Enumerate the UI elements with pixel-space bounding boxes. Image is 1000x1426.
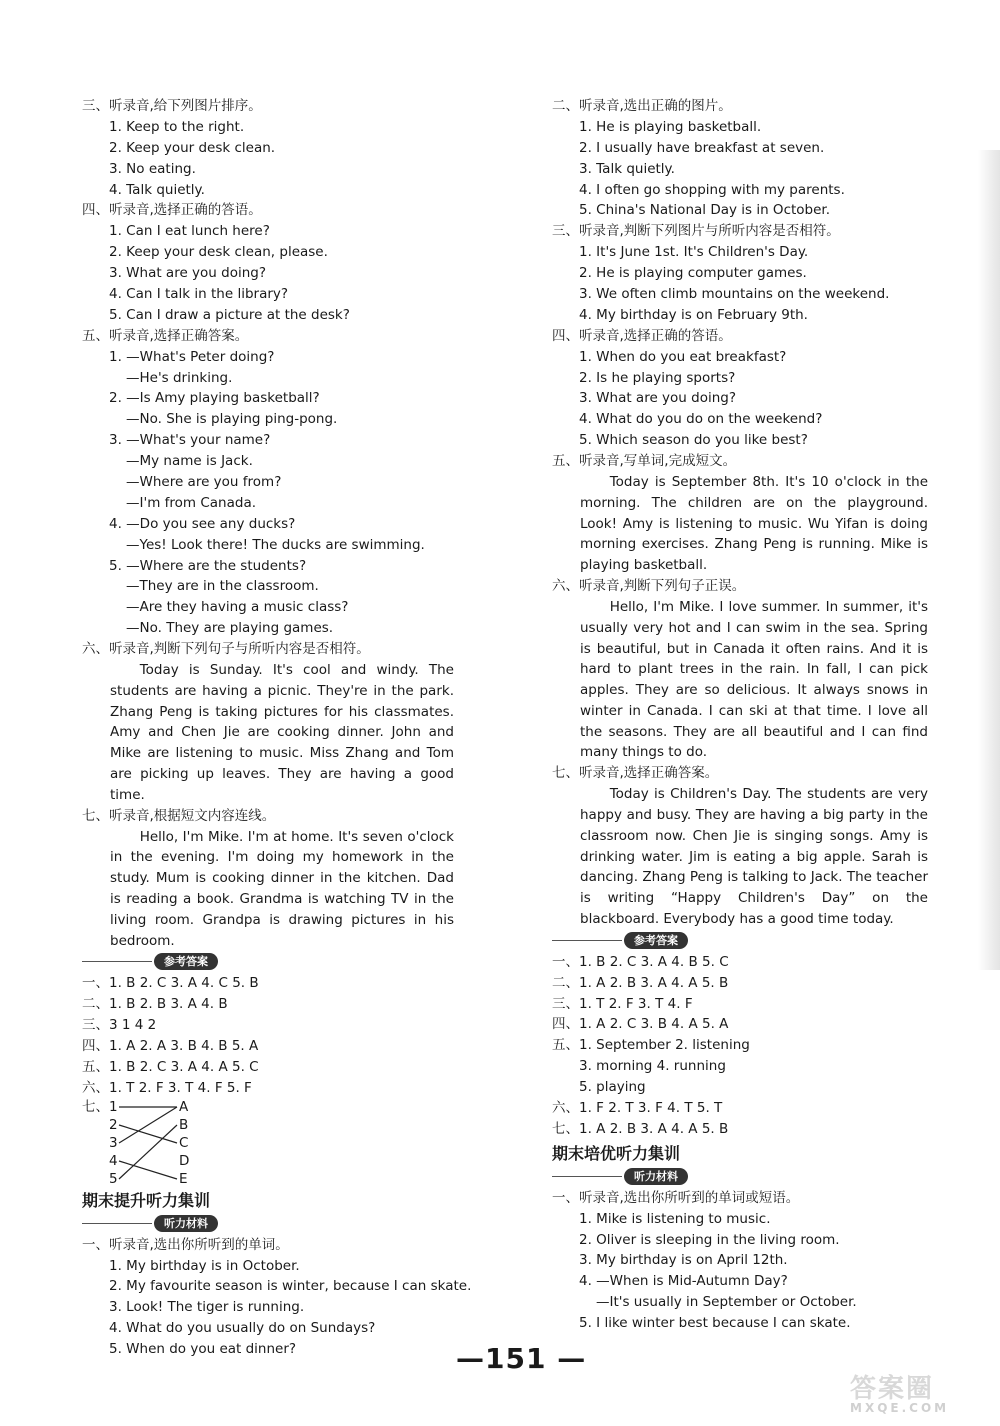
- sentence-list: [552, 1209, 928, 1334]
- list-item: —Are they having a music class?: [126, 599, 349, 616]
- list-item: —No. She is playing ping-pong.: [126, 411, 338, 428]
- section-heading: 三、听录音,给下列图片排序。: [82, 98, 262, 114]
- match-number: 3: [109, 1134, 118, 1151]
- list-item: 2. My favourite season is winter, because I can skate.: [109, 1278, 472, 1295]
- left-column: [82, 96, 472, 1360]
- listening-material-divider: [552, 1166, 928, 1188]
- list-item: —It's usually in September or October.: [596, 1294, 857, 1311]
- listening-material-divider: [82, 1213, 454, 1235]
- list-item: 二、1. A 2. B 3. A 4. A 5. B: [552, 974, 729, 991]
- listening-passage: Hello, I'm Mike. I'm at home. It's seven o'clock in the evening. I'm doing my homework in the study. Mum is cooking dinner in the kitchen. Dad is reading a book. Grandma is watching TV in the living room. Grandpa is drawing pictures in his bedroom.: [110, 828, 454, 949]
- list-item: 5. China's National Day is in October.: [579, 202, 831, 219]
- list-item: 3. No eating.: [109, 160, 196, 177]
- list-item: 2. Oliver is sleeping in the living room.: [579, 1231, 840, 1248]
- listening-material-badge: 听力材料: [154, 1215, 218, 1232]
- match-letter: E: [179, 1170, 188, 1187]
- list-item: 1. Can I eat lunch here?: [109, 223, 270, 240]
- match-letter: C: [179, 1134, 189, 1151]
- section-heading: 一、听录音,选出你所听到的单词或短语。: [552, 1189, 800, 1206]
- list-item: 5. —Where are the students?: [109, 557, 307, 574]
- watermark-text: 答案圈: [850, 1374, 935, 1404]
- list-item: 1. Keep to the right.: [109, 118, 245, 135]
- list-item: —Where are you from?: [126, 474, 282, 491]
- list-item: —No. They are playing games.: [126, 620, 334, 637]
- answer-key-badge: 参考答案: [154, 953, 218, 970]
- matching-answer: [82, 1099, 454, 1187]
- answer-line: 五、1. B 2. C 3. A 4. A 5. C: [82, 1058, 259, 1075]
- match-label: 七、: [82, 1098, 109, 1115]
- answer-line: 四、1. A 2. A 3. B 4. B 5. A: [82, 1037, 259, 1054]
- answer-line: 二、1. B 2. B 3. A 4. B: [82, 996, 228, 1013]
- list-item: 4. My birthday is on February 9th.: [579, 306, 808, 323]
- answer-key-badge: 参考答案: [624, 932, 688, 949]
- answer-key-divider: [552, 930, 928, 952]
- list-item: 5. I like winter best because I can skate.: [579, 1315, 851, 1332]
- watermark-url: MXQE.COM: [850, 1401, 950, 1415]
- list-item: —He's drinking.: [126, 369, 233, 386]
- list-item: 1. Mike is listening to music.: [579, 1210, 771, 1227]
- section-heading: 一、听录音,选出你所听到的单词。: [82, 1236, 289, 1253]
- list-item: 3. What are you doing?: [109, 265, 267, 282]
- list-item: 2. He is playing computer games.: [579, 265, 807, 282]
- answer-key-divider: [82, 951, 454, 973]
- list-item: 4. What do you do on the weekend?: [579, 411, 823, 428]
- list-item: 4. I often go shopping with my parents.: [579, 181, 845, 198]
- match-line: [119, 1161, 177, 1179]
- list-item: 5. Which season do you like best?: [579, 432, 808, 449]
- right-column: [552, 96, 928, 1334]
- answer-list: [552, 952, 928, 1140]
- section-heading: 四、听录音,选择正确的答语。: [82, 202, 262, 219]
- list-item: 五、1. September 2. listening: [552, 1037, 750, 1054]
- list-item: 1. When do you eat breakfast?: [579, 348, 787, 365]
- match-number: 4: [109, 1152, 118, 1169]
- page-number: —151 —: [456, 1342, 587, 1375]
- list-item: 3. What are you doing?: [579, 390, 737, 407]
- list-item: —I'm from Canada.: [126, 494, 257, 511]
- divider-line: [552, 1176, 622, 1177]
- list-item: 5. Can I draw a picture at the desk?: [109, 306, 350, 323]
- list-item: 四、1. A 2. C 3. B 4. A 5. A: [552, 1016, 729, 1033]
- section-heading: 五、听录音,写单词,完成短文。: [552, 453, 737, 470]
- listening-passage: Today is Children's Day. The students are very happy and busy. They are having a big party in the classroom now. Chen Jie is singing songs. Amy is drinking water. Jim is eating a big apple. Sarah is dancing. Zhang Peng is talking to Jack. The teacher is writing “Happy Children's Day” on the blackboard. Everybody has a good time today.: [580, 786, 928, 927]
- listening-passage: Today is Sunday. It's cool and windy. The students are having a picnic. They're in the park. Zhang Peng is taking pictures for his classmates. Amy and Chen Jie are cooking dinner. John and Mike are listening to music. Miss Zhang and Tom are picking up leaves. They are having a good time.: [110, 662, 454, 803]
- list-item: 1. My birthday is in October.: [109, 1257, 300, 1274]
- section-title: 期末提升听力集训: [82, 1190, 211, 1210]
- listening-material-badge: 听力材料: [624, 1168, 688, 1185]
- list-item: 5. When do you eat dinner?: [109, 1341, 297, 1358]
- list-item: 2. Keep your desk clean, please.: [109, 244, 328, 261]
- answer-line: 三、3 1 4 2: [82, 1017, 157, 1034]
- match-line: [119, 1125, 177, 1179]
- section-heading: 四、听录音,选择正确的答语。: [552, 327, 732, 344]
- list-item: 4. —Do you see any ducks?: [109, 515, 296, 532]
- list-item: 2. —Is Amy playing basketball?: [109, 390, 320, 407]
- list-item: 七、1. A 2. B 3. A 4. A 5. B: [552, 1120, 729, 1137]
- list-item: —Yes! Look there! The ducks are swimming.: [126, 536, 425, 553]
- section-title: 期末培优听力集训: [552, 1143, 681, 1163]
- match-letter: B: [179, 1116, 189, 1133]
- section-heading: 五、听录音,选择正确答案。: [82, 327, 249, 344]
- match-line: [119, 1107, 177, 1143]
- match-number: 1: [109, 1098, 118, 1115]
- list-item: —They are in the classroom.: [126, 578, 319, 595]
- section-heading: 六、听录音,判断下列句子正误。: [552, 578, 746, 595]
- list-item: 4. Talk quietly.: [109, 181, 205, 198]
- list-item: —My name is Jack.: [126, 453, 253, 470]
- section-heading: 二、听录音,选出正确的图片。: [552, 98, 732, 114]
- match-line: [119, 1125, 177, 1143]
- match-lines: [82, 1099, 182, 1189]
- list-item: 2. Is he playing sports?: [579, 369, 736, 386]
- section-heading: 七、听录音,选择正确答案。: [552, 765, 719, 782]
- section-heading: 七、听录音,根据短文内容连线。: [82, 807, 276, 824]
- list-item: 4. Can I talk in the library?: [109, 286, 289, 303]
- list-item: 1. He is playing basketball.: [579, 118, 762, 135]
- match-number: 2: [109, 1116, 118, 1133]
- list-item: 1. —What's Peter doing?: [109, 348, 275, 365]
- answer-line: 一、1. B 2. C 3. A 4. C 5. B: [82, 975, 259, 992]
- list-item: 六、1. F 2. T 3. F 4. T 5. T: [552, 1099, 723, 1116]
- watermark-logo: [850, 1368, 990, 1420]
- match-letter: D: [179, 1152, 190, 1169]
- list-item: 4. —When is Mid-Autumn Day?: [579, 1273, 788, 1290]
- list-item: 3. Look! The tiger is running.: [109, 1299, 305, 1316]
- list-item: 2. I usually have breakfast at seven.: [579, 139, 825, 156]
- list-item: 2. Keep your desk clean.: [109, 139, 276, 156]
- listening-passage: Today is September 8th. It's 10 o'clock in the morning. The children are on the playground. Look! Amy is listening to music. Wu Yifan is doing morning exercises. Zhang Peng is running. Mike is playing basketball.: [580, 474, 928, 574]
- list-item: 5. playing: [579, 1079, 646, 1096]
- match-letter: A: [179, 1098, 189, 1115]
- list-item: 三、1. T 2. F 3. T 4. F: [552, 995, 693, 1012]
- list-item: 1. It's June 1st. It's Children's Day.: [579, 244, 809, 261]
- section-heading: 三、听录音,判断下列图片与所听内容是否相符。: [552, 223, 840, 240]
- list-item: 3. —What's your name?: [109, 432, 271, 449]
- dialogue-list: [82, 347, 454, 639]
- divider-line: [552, 940, 622, 941]
- answer-line: 六、1. T 2. F 3. T 4. F 5. F: [82, 1079, 252, 1096]
- list-item: 一、1. B 2. C 3. A 4. B 5. C: [552, 953, 729, 970]
- listening-passage: Hello, I'm Mike. I love summer. In summer, it's usually very hot and I can swim in the sea. Spring is beautiful, but in Canada it often rains. And it is hard to plant trees in the rain. In fall, I can pick apples. They are so delicious. It always snows in winter in Canada. I can ski at that time. I love all the seasons. They are all beautiful and I can find many things to do.: [580, 598, 928, 761]
- list-item: 3. Talk quietly.: [579, 160, 675, 177]
- divider-line: [82, 961, 152, 962]
- section-heading: 六、听录音,判断下列句子与所听内容是否相符。: [82, 641, 370, 658]
- list-item: 3. morning 4. running: [579, 1058, 726, 1075]
- list-item: 3. My birthday is on April 12th.: [579, 1252, 788, 1269]
- list-item: 3. We often climb mountains on the weekend.: [579, 286, 890, 303]
- list-item: 4. What do you usually do on Sundays?: [109, 1320, 376, 1337]
- divider-line: [82, 1223, 152, 1224]
- match-number: 5: [109, 1170, 118, 1187]
- page-edge-shadow: [978, 150, 1000, 970]
